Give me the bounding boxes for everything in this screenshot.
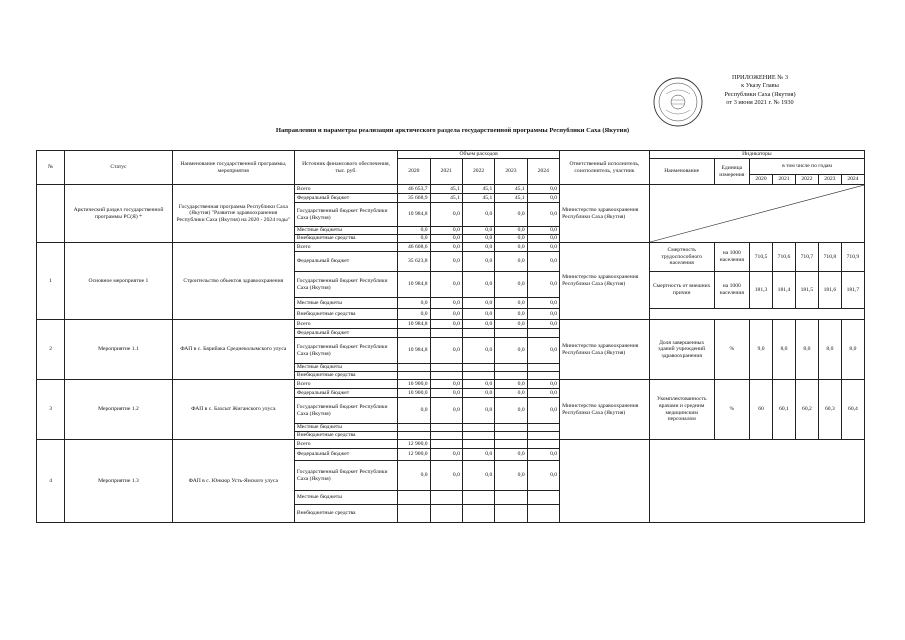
expense-cell: 0,0 xyxy=(527,309,559,320)
expense-cell: 0,0 xyxy=(495,272,527,298)
block-num: 2 xyxy=(37,320,65,380)
expense-cell xyxy=(527,440,559,449)
header-year-2024: 2024 xyxy=(527,159,559,185)
header-num: № xyxy=(37,151,65,185)
expense-cell: 0,0 xyxy=(527,235,559,243)
indicator-unit: на 1000 населения xyxy=(714,243,749,272)
expense-cell: 0,0 xyxy=(495,203,527,227)
expense-cell: 0,0 xyxy=(462,309,494,320)
source-label: Внебюджетные средства xyxy=(294,372,397,380)
expense-cell: 0,0 xyxy=(462,235,494,243)
expense-cell: 0,0 xyxy=(495,243,527,252)
expense-cell: 0,0 xyxy=(527,203,559,227)
indicator-name: Доля завершенных зданий учреждений здравоохранения xyxy=(649,320,714,380)
indicator-value: 181,7 xyxy=(841,272,864,309)
indicator-value: 181,5 xyxy=(795,272,818,309)
header-ind-year-2024: 2024 xyxy=(841,175,864,185)
indicator-value: 60,4 xyxy=(841,380,864,440)
header-expenses: Объем расходов xyxy=(398,151,560,159)
expense-cell: 0,0 xyxy=(462,298,494,309)
block-responsible: Министерство здравоохранения Республики Саха (Якутия) xyxy=(560,185,650,243)
expense-cell: 45,1 xyxy=(495,185,527,194)
block-status: Мероприятие 1.1 xyxy=(65,320,173,380)
appendix-line-3: Республики Саха (Якутия) xyxy=(724,90,796,98)
block-status: Мероприятие 1.3 xyxy=(65,440,173,523)
header-source: Источник финансового обеспечения, тыс. руб. xyxy=(294,151,397,185)
expense-cell: 0,0 xyxy=(462,338,494,364)
block-responsible: Министерство здравоохранения Республики Саха (Якутия) xyxy=(560,380,650,440)
expense-cell: 0,0 xyxy=(462,389,494,398)
table-row xyxy=(37,185,865,194)
indicator-value: 710,7 xyxy=(795,243,818,272)
expense-cell xyxy=(462,329,494,338)
expense-cell xyxy=(527,491,559,505)
expense-cell: 0,0 xyxy=(430,398,462,424)
expense-cell xyxy=(462,424,494,432)
expense-cell: 0,0 xyxy=(430,338,462,364)
expense-cell xyxy=(462,364,494,372)
expense-cell: 0,0 xyxy=(430,461,462,491)
expense-cell: 46 608,6 xyxy=(398,243,430,252)
expense-cell xyxy=(430,424,462,432)
expense-cell: 0,0 xyxy=(527,185,559,194)
expense-cell: 0,0 xyxy=(495,461,527,491)
official-seal-icon xyxy=(652,76,704,128)
expense-cell xyxy=(462,440,494,449)
source-label: Местные бюджеты xyxy=(294,491,397,505)
header-ind-year-2022: 2022 xyxy=(795,175,818,185)
expense-cell xyxy=(495,372,527,380)
expense-cell: 0,0 xyxy=(527,194,559,203)
header-year-2023: 2023 xyxy=(495,159,527,185)
expense-cell: 0,0 xyxy=(495,235,527,243)
block-num: 1 xyxy=(37,243,65,320)
indicator-value: 181,6 xyxy=(818,272,841,309)
expense-cell: 0,0 xyxy=(527,298,559,309)
expense-cell xyxy=(495,329,527,338)
source-label: Всего xyxy=(294,380,397,389)
expense-cell: 0,0 xyxy=(430,380,462,389)
expense-cell: 0,0 xyxy=(527,227,559,235)
header-year-2021: 2021 xyxy=(430,159,462,185)
expense-cell: 0,0 xyxy=(495,380,527,389)
expense-cell: 45,1 xyxy=(462,185,494,194)
expense-cell: 45,1 xyxy=(430,185,462,194)
header-status: Статус xyxy=(65,151,173,185)
indicator-value: 60,3 xyxy=(818,380,841,440)
expense-cell xyxy=(527,432,559,440)
expense-cell: 0,0 xyxy=(430,309,462,320)
expense-cell xyxy=(430,329,462,338)
expense-cell: 0,0 xyxy=(398,461,430,491)
document-title: Направления и параметры реализации арктического раздела государственной программы Республики Саха (Якутия) xyxy=(275,127,630,134)
header-ind-year-2023: 2023 xyxy=(818,175,841,185)
expense-cell: 0,0 xyxy=(462,227,494,235)
indicator-value: 710,6 xyxy=(773,243,796,272)
expense-cell: 0,0 xyxy=(527,272,559,298)
expense-cell: 0,0 xyxy=(495,449,527,461)
source-label: Всего xyxy=(294,185,397,194)
source-label: Местные бюджеты xyxy=(294,298,397,309)
expense-cell: 0,0 xyxy=(527,380,559,389)
block-status: Арктический раздел государственной программы РС(Я) * xyxy=(65,185,173,243)
expense-cell xyxy=(398,364,430,372)
source-label: Местные бюджеты xyxy=(294,227,397,235)
indicator-value: 60,1 xyxy=(773,380,796,440)
expense-cell: 0,0 xyxy=(527,338,559,364)
expense-cell: 0,0 xyxy=(430,203,462,227)
expense-cell: 10 984,8 xyxy=(398,203,430,227)
indicator-name: Смертность от внешних причин xyxy=(649,272,714,309)
expense-cell xyxy=(495,424,527,432)
expense-cell xyxy=(398,372,430,380)
expense-cell xyxy=(527,372,559,380)
expense-cell: 0,0 xyxy=(430,243,462,252)
expense-cell xyxy=(430,432,462,440)
expense-cell: 0,0 xyxy=(462,252,494,272)
table-row xyxy=(37,440,865,449)
expense-cell: 0,0 xyxy=(495,298,527,309)
expense-cell xyxy=(462,491,494,505)
indicator-value: 8,0 xyxy=(841,320,864,380)
expense-cell: 0,0 xyxy=(462,398,494,424)
expense-cell xyxy=(495,364,527,372)
source-label: Внебюджетные средства xyxy=(294,505,397,523)
expense-cell: 10 900,0 xyxy=(398,389,430,398)
table-row xyxy=(37,320,865,329)
source-label: Федеральный бюджет xyxy=(294,194,397,203)
expense-cell: 35 668,9 xyxy=(398,194,430,203)
header-unit: Единица измерения xyxy=(714,159,749,185)
expense-cell xyxy=(495,432,527,440)
expense-cell xyxy=(495,491,527,505)
source-label: Внебюджетные средства xyxy=(294,235,397,243)
source-label: Всего xyxy=(294,440,397,449)
block-responsible xyxy=(560,440,650,523)
expense-cell xyxy=(398,424,430,432)
expense-cell xyxy=(495,440,527,449)
block-name: Государственная программа Республики Саха (Якутия) "Развитие здравоохранения Республики Саха (Якутия) на 2020 - 2024 годы" xyxy=(172,185,294,243)
expense-cell: 0,0 xyxy=(430,449,462,461)
expense-cell: 0,0 xyxy=(398,398,430,424)
expense-cell: 0,0 xyxy=(430,298,462,309)
block-name: Строительство объектов здравоохранения xyxy=(172,243,294,320)
expense-cell: 0,0 xyxy=(462,380,494,389)
expense-cell xyxy=(462,505,494,523)
indicator-value: 710,9 xyxy=(841,243,864,272)
indicator-value: 8,0 xyxy=(795,320,818,380)
appendix-line-1: ПРИЛОЖЕНИЕ № 3 xyxy=(732,74,788,81)
expense-cell: 10 984,8 xyxy=(398,338,430,364)
expense-cell: 0,0 xyxy=(398,309,430,320)
source-label: Внебюджетные средства xyxy=(294,309,397,320)
expense-cell: 0,0 xyxy=(398,227,430,235)
indicator-value: 710,5 xyxy=(750,243,773,272)
expense-cell xyxy=(462,372,494,380)
expense-cell: 0,0 xyxy=(527,449,559,461)
header-indicator-name: Наименование xyxy=(649,159,714,185)
indicator-diagonal-cell xyxy=(649,185,864,243)
expense-cell xyxy=(430,491,462,505)
header-ind-year-2021: 2021 xyxy=(773,175,796,185)
indicator-name: Укомплектованность врачами и средним медицинским персоналом xyxy=(649,380,714,440)
expense-cell: 0,0 xyxy=(430,389,462,398)
source-label: Внебюджетные средства xyxy=(294,432,397,440)
indicator-name: Смертность трудоспособного населения xyxy=(649,243,714,272)
block-num: 4 xyxy=(37,440,65,523)
table-row xyxy=(37,243,865,252)
source-label: Местные бюджеты xyxy=(294,424,397,432)
expense-cell xyxy=(495,505,527,523)
header-ind-year-2020: 2020 xyxy=(750,175,773,185)
expense-cell: 0,0 xyxy=(495,320,527,329)
appendix-line-2: к Указу Главы xyxy=(741,82,779,90)
expense-cell: 0,0 xyxy=(527,389,559,398)
source-label: Государственный бюджет Республики Саха (Якутия) xyxy=(294,338,397,364)
expense-cell: 0,0 xyxy=(462,243,494,252)
source-label: Всего xyxy=(294,320,397,329)
expense-cell: 0,0 xyxy=(462,272,494,298)
expense-cell xyxy=(527,329,559,338)
expense-cell xyxy=(527,424,559,432)
header-indicators: Индикаторы xyxy=(649,151,864,159)
header-year-2022: 2022 xyxy=(462,159,494,185)
expense-cell: 0,0 xyxy=(398,298,430,309)
expense-cell xyxy=(462,432,494,440)
expense-cell: 0,0 xyxy=(398,235,430,243)
source-label: Федеральный бюджет xyxy=(294,329,397,338)
expense-cell xyxy=(430,364,462,372)
expense-cell: 0,0 xyxy=(495,338,527,364)
block-num xyxy=(37,185,65,243)
source-label: Государственный бюджет Республики Саха (Якутия) xyxy=(294,203,397,227)
expense-cell xyxy=(430,505,462,523)
program-table xyxy=(36,150,865,523)
block-name: ФАП в с. Бярийака Среднеколымского улуса xyxy=(172,320,294,380)
expense-cell: 0,0 xyxy=(495,252,527,272)
expense-cell: 12 900,0 xyxy=(398,440,430,449)
appendix-block xyxy=(700,74,820,108)
expense-cell xyxy=(398,329,430,338)
expense-cell: 0,0 xyxy=(430,227,462,235)
indicator-value: 710,8 xyxy=(818,243,841,272)
block-status: Мероприятие 1.2 xyxy=(65,380,173,440)
expense-cell: 0,0 xyxy=(462,449,494,461)
expense-cell xyxy=(398,491,430,505)
source-label: Всего xyxy=(294,243,397,252)
expense-cell: 0,0 xyxy=(527,398,559,424)
expense-cell: 0,0 xyxy=(495,389,527,398)
expense-cell xyxy=(527,505,559,523)
expense-cell: 45,1 xyxy=(495,194,527,203)
header-year-2020: 2020 xyxy=(398,159,430,185)
indicator-unit: на 1000 населения xyxy=(714,272,749,309)
expense-cell: 0,0 xyxy=(462,461,494,491)
expense-cell xyxy=(430,372,462,380)
expense-cell: 0,0 xyxy=(430,235,462,243)
expense-cell: 12 900,0 xyxy=(398,449,430,461)
source-label: Федеральный бюджет xyxy=(294,252,397,272)
block-name: ФАП в с. Бахсыт Жиганского улуса xyxy=(172,380,294,440)
expense-cell: 0,0 xyxy=(527,320,559,329)
expense-cell: 45,1 xyxy=(462,194,494,203)
indicator-value: 8,0 xyxy=(773,320,796,380)
source-label: Местные бюджеты xyxy=(294,364,397,372)
header-by-years: в том числе по годам xyxy=(750,159,865,175)
indicator-empty xyxy=(649,309,864,320)
expense-cell xyxy=(430,440,462,449)
expense-cell: 10 900,0 xyxy=(398,380,430,389)
indicator-value: 181,3 xyxy=(750,272,773,309)
expense-cell xyxy=(527,364,559,372)
table-row xyxy=(37,380,865,389)
header-responsible: Ответственный исполнитель, соисполнитель, участник xyxy=(560,151,650,185)
expense-cell: 0,0 xyxy=(430,252,462,272)
expense-cell: 0,0 xyxy=(495,398,527,424)
source-label: Федеральный бюджет xyxy=(294,389,397,398)
appendix-line-4: от 3 июня 2021 г. № 1930 xyxy=(726,99,794,107)
source-label: Государственный бюджет Республики Саха (Якутия) xyxy=(294,461,397,491)
block-responsible: Министерство здравоохранения Республики Саха (Якутия) xyxy=(560,243,650,320)
indicator-value: 60,2 xyxy=(795,380,818,440)
source-label: Государственный бюджет Республики Саха (Якутия) xyxy=(294,272,397,298)
indicator-value: 181,4 xyxy=(773,272,796,309)
diagonal-line-icon xyxy=(650,185,864,242)
indicator-unit: % xyxy=(714,380,749,440)
indicator-unit: % xyxy=(714,320,749,380)
expense-cell: 0,0 xyxy=(430,272,462,298)
header-program-name: Наименование государственной программы, мероприятия xyxy=(172,151,294,185)
expense-cell xyxy=(398,432,430,440)
block-name: ФАП в с. Юнкюр Усть-Янского улуса xyxy=(172,440,294,523)
block-status: Основное мероприятие 1 xyxy=(65,243,173,320)
expense-cell: 0,0 xyxy=(462,320,494,329)
expense-cell: 0,0 xyxy=(430,320,462,329)
expense-cell: 0,0 xyxy=(527,461,559,491)
source-label: Государственный бюджет Республики Саха (Якутия) xyxy=(294,398,397,424)
expense-cell: 0,0 xyxy=(495,309,527,320)
indicator-value: 60 xyxy=(750,380,773,440)
expense-cell: 0,0 xyxy=(462,203,494,227)
expense-cell: 0,0 xyxy=(527,243,559,252)
indicator-empty xyxy=(649,440,864,523)
source-label: Федеральный бюджет xyxy=(294,449,397,461)
indicator-value: 9,0 xyxy=(750,320,773,380)
expense-cell: 10 984,8 xyxy=(398,272,430,298)
expense-cell: 46 653,7 xyxy=(398,185,430,194)
expense-cell: 0,0 xyxy=(495,227,527,235)
expense-cell: 0,0 xyxy=(527,252,559,272)
indicator-value: 8,0 xyxy=(818,320,841,380)
expense-cell xyxy=(398,505,430,523)
block-num: 3 xyxy=(37,380,65,440)
expense-cell: 45,1 xyxy=(430,194,462,203)
block-responsible: Министерство здравоохранения Республики Саха (Якутия) xyxy=(560,320,650,380)
expense-cell: 35 623,8 xyxy=(398,252,430,272)
expense-cell: 10 984,8 xyxy=(398,320,430,329)
